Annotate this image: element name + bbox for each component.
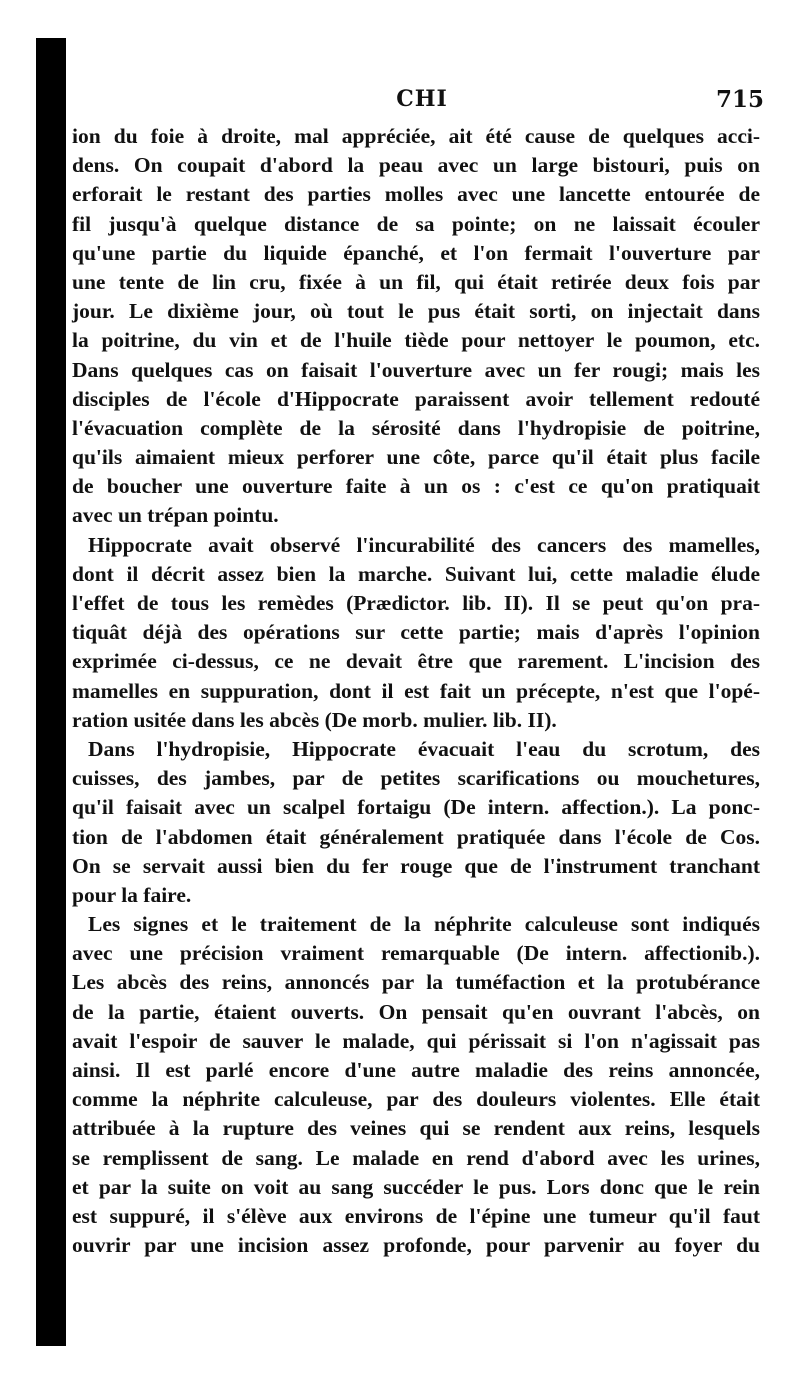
text-line: avait l'espoir de sauver le malade, qui périssait si l'on n'agissait pas xyxy=(72,1028,760,1053)
text-line: qu'une partie du liquide épanché, et l'on fermait l'ouverture par xyxy=(72,240,760,265)
scan-edge-bar xyxy=(36,38,66,1346)
text-line: Les signes et le traitement de la néphrite calculeuse sont indiqués xyxy=(88,912,760,937)
text-line: dont il décrit assez bien la marche. Suivant lui, cette maladie élude xyxy=(72,561,760,586)
text-line: ration usitée dans les abcès (De morb. mulier. lib. II). xyxy=(72,707,557,732)
text-line: pour la faire. xyxy=(72,882,192,907)
text-line: et par la suite on voit au sang succéder le pus. Lors donc que le rein xyxy=(72,1174,760,1199)
text-line: qu'ils aimaient mieux perforer une côte, parce qu'il était plus facile xyxy=(72,445,760,470)
page-header xyxy=(66,80,778,122)
text-line: On se servait aussi bien du fer rouge que de l'instrument tranchant xyxy=(72,853,760,878)
book-page xyxy=(66,80,778,1260)
text-line: ainsi. Il est parlé encore d'une autre maladie des reins annoncée, xyxy=(72,1058,760,1082)
text-line: ouvrir par une incision assez profonde, pour parvenir au foyer du xyxy=(72,1233,760,1258)
text-line: de la partie, étaient ouverts. On pensait qu'en ouvrant l'abcès, on xyxy=(72,999,760,1024)
text-line: jour. Le dixième jour, où tout le pus était sorti, on injectait dans xyxy=(72,299,760,324)
text-line: cuisses, des jambes, par de petites scarifications ou mouchetures, xyxy=(72,766,760,791)
text-line: l'évacuation complète de la sérosité dans l'hydropisie de poitrine, xyxy=(72,415,760,440)
text-line: la poitrine, du vin et de l'huile tiède pour nettoyer le poumon, etc. xyxy=(72,328,760,353)
text-line: de boucher une ouverture faite à un os : c'est ce qu'on pratiquait xyxy=(72,474,760,499)
text-line: est suppuré, il s'élève aux environs de l'épine une tumeur qu'il faut xyxy=(72,1203,760,1228)
text-line: fil jusqu'à quelque distance de sa pointe; on ne laissait écouler xyxy=(72,211,760,236)
text-line: exprimée ci-dessus, ce ne devait être que rarement. L'incision des xyxy=(72,649,760,674)
text-line: avec une précision vraiment remarquable (De intern. affectionib.). xyxy=(72,941,760,966)
text-line: qu'il faisait avec un scalpel fortaigu (De intern. affection.). La ponc- xyxy=(72,795,760,820)
text-line: se remplissent de sang. Le malade en rend d'abord avec les urines, xyxy=(72,1145,760,1170)
running-head: CHI xyxy=(396,86,448,112)
text-line: comme la néphrite calculeuse, par des douleurs violentes. Elle était xyxy=(72,1087,760,1112)
text-line: tiquât déjà des opérations sur cette partie; mais d'après l'opinion xyxy=(72,620,760,645)
page-number: 715 xyxy=(715,86,764,113)
text-line: disciples de l'école d'Hippocrate paraissent avoir tellement redouté xyxy=(72,386,760,411)
text-line: Hippocrate avait observé l'incurabilité des cancers des mamelles, xyxy=(88,532,760,557)
text-line: Les abcès des reins, annoncés par la tuméfaction et la protubérance xyxy=(72,970,760,995)
text-line: ion du foie à droite, mal appréciée, ait été cause de quelques acci- xyxy=(72,124,760,148)
text-line: Dans l'hydropisie, Hippocrate évacuait l'eau du scrotum, des xyxy=(88,736,760,761)
text-line: attribuée à la rupture des veines qui se rendent aux reins, lesquels xyxy=(72,1116,760,1141)
body-text xyxy=(66,122,778,1260)
text-line: avec un trépan pointu. xyxy=(72,503,279,528)
text-line: erforait le restant des parties molles avec une lancette entourée de xyxy=(72,182,760,207)
text-line: l'effet de tous les remèdes (Prædictor. lib. II). Il se peut qu'on pra- xyxy=(72,591,760,615)
text-line: Dans quelques cas on faisait l'ouverture avec un fer rougi; mais les xyxy=(72,357,760,382)
text-line: dens. On coupait d'abord la peau avec un large bistouri, puis on xyxy=(72,153,760,178)
text-line: mamelles en suppuration, dont il est fait un précepte, n'est que l'opé- xyxy=(72,678,760,703)
text-line: une tente de lin cru, fixée à un fil, qui était retirée deux fois par xyxy=(72,269,760,294)
text-line: tion de l'abdomen était généralement pratiquée dans l'école de Cos. xyxy=(72,824,760,849)
